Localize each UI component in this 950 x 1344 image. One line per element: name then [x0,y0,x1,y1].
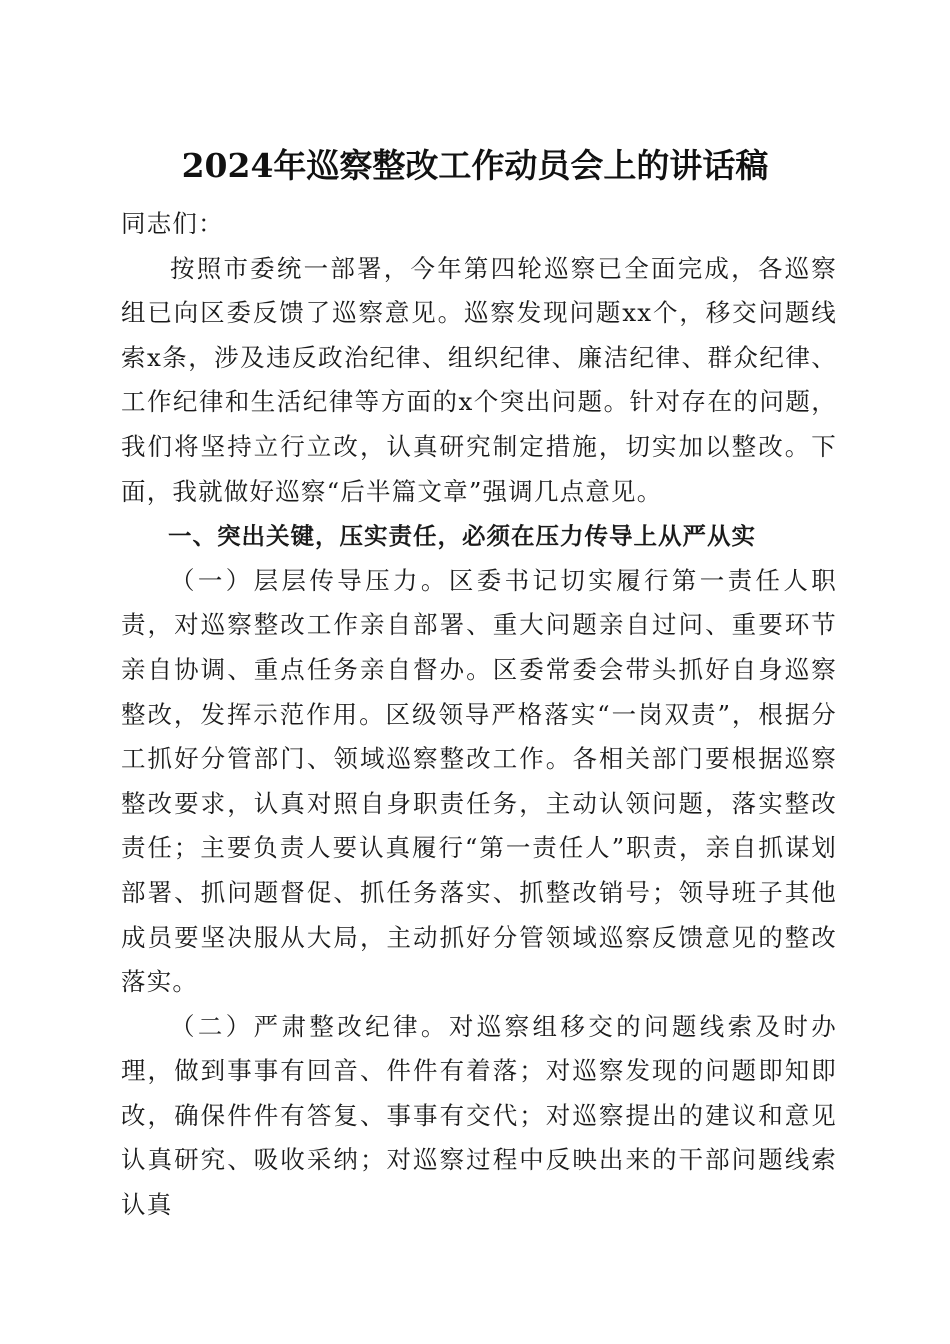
item-1-label: （一）层层传导压力。 [170,565,449,595]
document-body [121,202,837,1228]
document-title: 2024年巡察整改工作动员会上的讲话稿 [181,146,769,185]
section-heading: 一、突出关键，压实责任，必须在压力传导上从严从实 [168,522,756,551]
paragraph-item-1 [121,559,837,1005]
salutation: 同志们： [121,209,224,238]
paragraph-item-2 [121,1005,837,1228]
item-1-text: 区委书记切实履行第一责任人职责，对巡察整改工作亲自部署、重大问题亲自过问、重要环节亲自协调、重点任务亲自督办。区委常委会带头抓好自身巡察整改，发挥示范作用。区级领导严格落实“一岗双责”，根据分工抓好分管部门、领域巡察整改工作。各相关部门要根据巡察整改要求，认真对照自身职责任务，主动认领问题，落实整改责任；主要负责人要认真履行“第一责任人”职责，亲自抓谋划部署、抓问题督促、抓任务落实、抓整改销号；领导班子其他成员要坚决服从大局，主动抓好分管领域巡察反馈意见的整改落实。 [121,565,837,997]
item-2-text: 对巡察组移交的问题线索及时办理，做到事事有回音、件件有着落；对巡察发现的问题即知即改，确保件件有答复、事事有交代；对巡察提出的建议和意见认真研究、吸收采纳；对巡察过程中反映出来的干部问题线索认真 [121,1011,837,1220]
intro-paragraph: 按照市委统一部署，今年第四轮巡察已全面完成，各巡察组已向区委反馈了巡察意见。巡察发现问题xx个，移交问题线索x条，涉及违反政治纪律、组织纪律、廉洁纪律、群众纪律、工作纪律和生活纪律等方面的x个突出问题。针对存在的问题，我们将坚持立行立改，认真研究制定措施，切实加以整改。下面，我就做好巡察“后半篇文章”强调几点意见。 [121,253,837,506]
item-2-label: （二）严肃整改纪律。 [170,1011,449,1041]
